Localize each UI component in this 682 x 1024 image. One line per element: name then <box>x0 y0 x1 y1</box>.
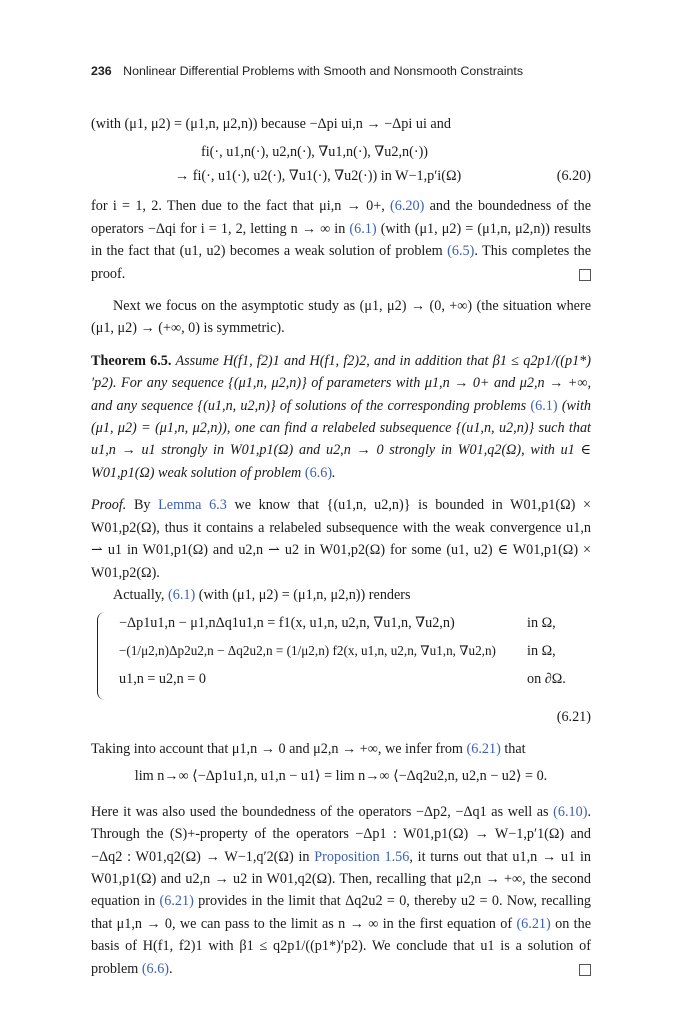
ref-eq-6-21[interactable]: (6.21) <box>159 893 194 910</box>
paragraph-asymptotic: Next we focus on the asymptotic study as (μ1, μ2) → (0, +∞) (the situation where (μ1, μ2) → (+∞, 0) is symmetric). <box>91 298 591 337</box>
ref-eq-6-1[interactable]: (6.1) <box>530 397 558 414</box>
ref-eq-6-6[interactable]: (6.6) <box>304 464 333 481</box>
theorem-6-5: Theorem 6.5. Assume H(f1, f2)1 and H(f1, f2)2, and in addition that β1 ≤ q2p1/((p1*)′p2). For any sequence {(μ1,n, μ2,n)} of parameters with μ1,n → 0+ and μ2,n → +∞, and any sequence {(u1,n, u2,n)} of solutions of the corresponding problems (6.1) (with (μ1, μ2) = (μ1,n, μ2,n)), one can find a relabeled subsequence {(u1,n, u2,n)} such that u1,n → u1 strongly in W01,p1(Ω) and u2,n → 0 strongly in W01,q2(Ω), with u1 ∈ W01,p1(Ω) weak solution of problem (6.6). <box>91 352 591 481</box>
qed-box-icon <box>579 269 591 281</box>
equation-6-20-rhs: → fi(·, u1(·), u2(·), ∇u1(·), ∇u2(·)) in W−1,p′i(Ω) <box>175 168 462 185</box>
proof-label: Proof. <box>91 497 127 514</box>
theorem-label: Theorem 6.5. <box>91 352 172 369</box>
ref-eq-6-10[interactable]: (6.10) <box>553 803 588 820</box>
page-number: 236 <box>91 64 112 78</box>
equation-6-20-line2 <box>91 165 591 189</box>
paragraph-intro: (with (μ1, μ2) = (μ1,n, μ2,n)) because −Δpi ui,n → −Δpi ui and <box>91 116 451 132</box>
ref-lemma-6-3[interactable]: Lemma 6.3 <box>158 497 227 514</box>
paragraph-taking-into-account: Taking into account that μ1,n → 0 and μ2,n → +∞, we infer from (6.21) that <box>91 741 526 758</box>
proof-actually: Actually, (6.1) (with (μ1, μ2) = (μ1,n, μ2,n)) renders <box>113 586 411 603</box>
proof-paragraph: Proof. By Lemma 6.3 we know that {(u1,n, u2,n)} is bounded in W01,p1(Ω) × W01,p2(Ω), thus it contains a relabeled subsequence with the weak convergence u1,n ⇀ u1 in W01,p1(Ω) and u2,n ⇀ u2 in W01,p2(Ω) for some (u1, u2) ∈ W01,p1(Ω) × W01,p2(Ω). <box>91 497 591 581</box>
system-row-2: −(1/μ2,n)Δp2u2,n − Δq2u2,n = (1/μ2,n) f2(x, u1,n, u2,n, ∇u1,n, ∇u2,n) <box>119 643 496 659</box>
ref-eq-6-5[interactable]: (6.5) <box>447 243 475 260</box>
ref-eq-6-20[interactable]: (6.20) <box>390 198 425 215</box>
equation-6-20-lhs: fi(·, u1,n(·), u2,n(·), ∇u1,n(·), ∇u2,n(·)) <box>201 144 429 161</box>
ref-eq-6-6[interactable]: (6.6) <box>141 960 170 977</box>
ref-eq-6-21[interactable]: (6.21) <box>466 741 501 758</box>
ref-eq-6-1[interactable]: (6.1) <box>168 586 196 603</box>
limit-equation: lim n→∞ ⟨−Δp1u1,n, u1,n − u1⟩ = lim n→∞ ⟨−Δq2u2,n, u2,n − u2⟩ = 0. <box>134 767 548 784</box>
running-title: Nonlinear Differential Problems with Smooth and Nonsmooth Constraints <box>123 64 524 78</box>
equation-6-20-line1 <box>91 141 591 165</box>
main-text <box>91 113 591 980</box>
running-header <box>91 64 591 78</box>
paragraph-proof-end: for i = 1, 2. Then due to the fact that μi,n → 0+, (6.20) and the boundedness of the operators −Δqi for i = 1, 2, letting n → ∞ in (6.1) (with (μ1, μ2) = (μ1,n, μ2,n)) results in the fact that (u1, u2) becomes a weak solution of problem (6.5). This completes the proof. <box>91 198 591 282</box>
equation-tag-6-20: (6.20) <box>556 168 591 185</box>
ref-proposition-1-56[interactable]: Proposition 1.56 <box>314 848 410 865</box>
system-row-3-domain: on ∂Ω. <box>527 671 566 688</box>
paragraph-conclusion: Here it was also used the boundedness of the operators −Δp2, −Δq1 as well as (6.10). Through the (S)+-property of the operators −Δp1 : W01,p1(Ω) → W−1,p′1(Ω) and −Δq2 : W01,q2(Ω) → W−1,q′2(Ω) in Proposition 1.56, it turns out that u1,n → u1 in W01,p1(Ω) and u2,n → u2 in W01,q2(Ω). Then, recalling that μ2,n → +∞, the second equation in (6.21) provides in the limit that Δq2u2 = 0, thereby u2 = 0. Now, recalling that μ1,n → 0, we can pass to the limit as n → ∞ in the first equation of (6.21) on the basis of H(f1, f2)1 with β1 ≤ q2p1/((p1*)′p2). We conclude that u1 is a solution of problem (6.6). <box>91 803 592 977</box>
system-row-1-domain: in Ω, <box>527 615 556 632</box>
system-row-2-domain: in Ω, <box>527 643 556 660</box>
system-row-3: u1,n = u2,n = 0 <box>119 671 206 688</box>
equation-tag-6-21: (6.21) <box>556 709 591 726</box>
left-brace <box>97 612 106 700</box>
qed-box-icon <box>579 964 591 976</box>
system-6-21 <box>97 612 591 706</box>
ref-eq-6-21[interactable]: (6.21) <box>516 915 551 932</box>
ref-eq-6-1[interactable]: (6.1) <box>349 220 377 237</box>
system-row-1: −Δp1u1,n − μ1,nΔq1u1,n = f1(x, u1,n, u2,n, ∇u1,n, ∇u2,n) <box>119 615 455 632</box>
